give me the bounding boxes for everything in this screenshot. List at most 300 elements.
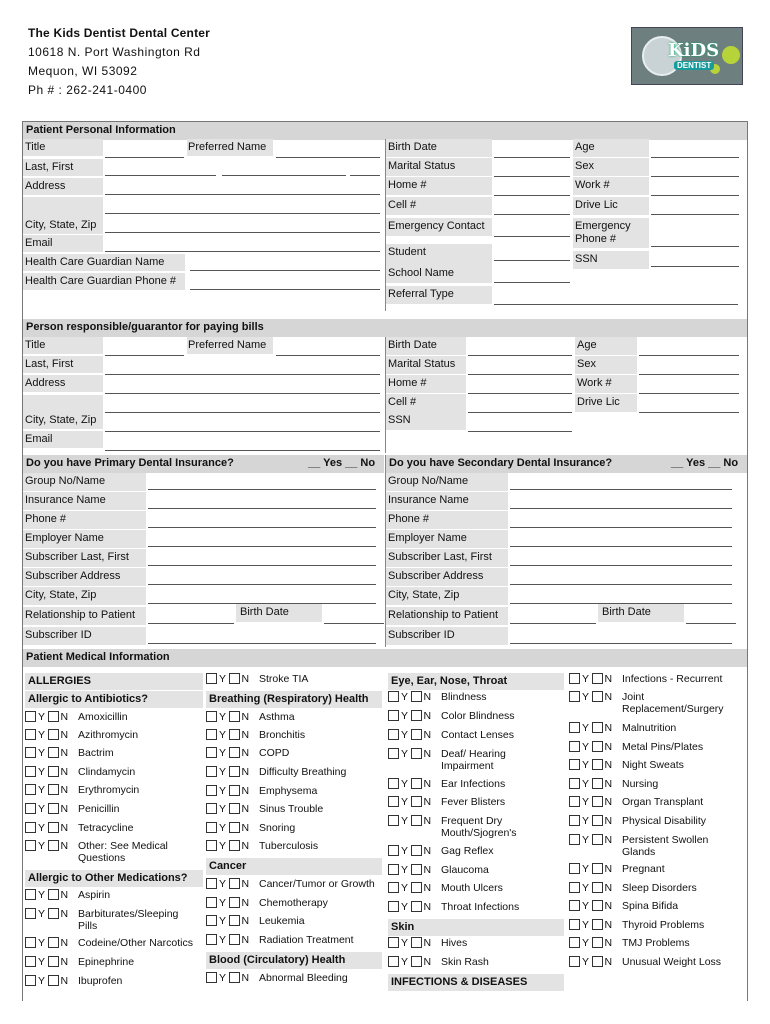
guarantor-label-birth-date: Birth Date <box>388 339 437 351</box>
condition-mouth-ulcers[interactable] <box>388 882 563 894</box>
condition-label: Night Sweats <box>622 759 684 771</box>
condition-radiation-treatment[interactable] <box>206 934 381 946</box>
condition-label: Persistent Swollen Glands <box>622 834 709 858</box>
primary-input-line[interactable] <box>148 643 376 644</box>
yes-checkbox[interactable] <box>25 840 36 851</box>
no-label: N <box>60 729 69 741</box>
secondary-input-line[interactable] <box>686 623 736 624</box>
patient-input-line[interactable] <box>651 214 739 215</box>
guarantor-input-line[interactable] <box>276 355 380 356</box>
patient-input-line[interactable] <box>494 157 570 158</box>
patient-label-health-care-guardian-phone: Health Care Guardian Phone # <box>25 275 177 287</box>
allergy-tetracycline[interactable] <box>25 822 200 834</box>
yes-checkbox[interactable] <box>569 796 580 807</box>
no-checkbox[interactable] <box>411 796 422 807</box>
no-checkbox[interactable] <box>592 691 603 702</box>
yes-checkbox[interactable] <box>25 766 36 777</box>
yes-label: Y <box>401 729 409 741</box>
yes-label: Y <box>219 934 227 946</box>
yes-checkbox[interactable] <box>569 882 580 893</box>
condition-sinus-trouble[interactable] <box>206 803 381 815</box>
no-label: N <box>241 915 250 927</box>
no-checkbox[interactable] <box>411 882 422 893</box>
guarantor-input-line[interactable] <box>105 374 380 375</box>
patient-input-line[interactable] <box>222 175 346 176</box>
allergy-penicillin[interactable] <box>25 803 200 815</box>
no-checkbox[interactable] <box>229 729 240 740</box>
condition-difficulty-breathing[interactable] <box>206 766 381 778</box>
no-label: N <box>423 937 432 949</box>
no-label: N <box>60 937 69 949</box>
divider <box>385 455 386 647</box>
condition-label: Color Blindness <box>441 710 515 722</box>
yes-label: Y <box>401 748 409 760</box>
yes-checkbox[interactable] <box>206 803 217 814</box>
secondary-input-line[interactable] <box>510 623 596 624</box>
condition-chemotherapy[interactable] <box>206 897 381 909</box>
yes-checkbox[interactable] <box>569 778 580 789</box>
primary-input-line[interactable] <box>148 623 234 624</box>
yes-checkbox[interactable] <box>206 766 217 777</box>
no-checkbox[interactable] <box>592 815 603 826</box>
condition-sleep-disorders[interactable] <box>569 882 744 894</box>
no-checkbox[interactable] <box>411 691 422 702</box>
secondary-input-line[interactable] <box>510 546 732 547</box>
yes-checkbox[interactable] <box>569 741 580 752</box>
yes-checkbox[interactable] <box>388 901 399 912</box>
patient-input-line[interactable] <box>651 176 739 177</box>
yes-checkbox[interactable] <box>388 729 399 740</box>
condition-thyroid-problems[interactable] <box>569 919 744 931</box>
allergy-clindamycin[interactable] <box>25 766 200 778</box>
yes-checkbox[interactable] <box>569 919 580 930</box>
no-label: N <box>604 882 613 894</box>
no-checkbox[interactable] <box>48 784 59 795</box>
primary-label-phone: Phone # <box>25 513 66 525</box>
condition-label: Asthma <box>259 711 295 723</box>
condition-nursing[interactable] <box>569 778 744 790</box>
patient-input-line[interactable] <box>190 289 380 290</box>
guarantor-input-line[interactable] <box>468 431 572 432</box>
yes-label: Y <box>219 711 227 723</box>
yes-checkbox[interactable] <box>206 915 217 926</box>
patient-input-line[interactable] <box>105 251 380 252</box>
patient-label-drive-lic: Drive Lic <box>575 199 618 211</box>
condition-color-blindness[interactable] <box>388 710 563 722</box>
yes-checkbox[interactable] <box>206 729 217 740</box>
no-checkbox[interactable] <box>411 845 422 856</box>
guarantor-input-line[interactable] <box>105 355 184 356</box>
no-checkbox[interactable] <box>411 864 422 875</box>
no-label: N <box>423 748 432 760</box>
yes-checkbox[interactable] <box>569 815 580 826</box>
no-checkbox[interactable] <box>48 889 59 900</box>
allergy-other-see-medical-questions[interactable] <box>25 840 200 864</box>
guarantor-label-city-state-zip: City, State, Zip <box>25 414 97 426</box>
condition-label: Physical Disability <box>622 815 707 827</box>
yes-checkbox[interactable] <box>569 956 580 967</box>
patient-input-line[interactable] <box>494 176 570 177</box>
yes-checkbox[interactable] <box>25 803 36 814</box>
yes-checkbox[interactable] <box>388 778 399 789</box>
no-checkbox[interactable] <box>592 796 603 807</box>
secondary-yes-no[interactable]: __ Yes __ No <box>671 457 739 469</box>
no-label: N <box>241 711 250 723</box>
patient-input-line[interactable] <box>105 157 184 158</box>
condition-stroke-tia[interactable] <box>206 673 381 685</box>
condition-gag-reflex[interactable] <box>388 845 563 857</box>
yes-checkbox[interactable] <box>388 845 399 856</box>
guarantor-input-line[interactable] <box>639 393 739 394</box>
condition-label: Emphysema <box>259 785 318 797</box>
patient-input-line[interactable] <box>350 175 380 176</box>
primary-input-line[interactable] <box>148 489 376 490</box>
patient-input-line[interactable] <box>105 175 216 176</box>
condition-label: Throat Infections <box>441 901 520 913</box>
no-checkbox[interactable] <box>411 710 422 721</box>
yes-label: Y <box>582 691 590 703</box>
condition-malnutrition[interactable] <box>569 722 744 734</box>
no-checkbox[interactable] <box>411 937 422 948</box>
primary-label-relationship-to-patient: Relationship to Patient <box>25 609 136 621</box>
yes-label: Y <box>401 710 409 722</box>
yes-checkbox[interactable] <box>25 956 36 967</box>
condition-contact-lenses[interactable] <box>388 729 563 741</box>
yes-checkbox[interactable] <box>206 878 217 889</box>
guarantor-input-line[interactable] <box>639 355 739 356</box>
no-checkbox[interactable] <box>229 897 240 908</box>
condition-label: Organ Transplant <box>622 796 704 808</box>
yes-label: Y <box>38 803 46 815</box>
yes-checkbox[interactable] <box>569 673 580 684</box>
no-checkbox[interactable] <box>411 815 422 826</box>
primary-input-line[interactable] <box>148 508 376 509</box>
no-checkbox[interactable] <box>592 863 603 874</box>
condition-label: Thyroid Problems <box>622 919 705 931</box>
allergies-heading: ALLERGIES <box>25 673 203 690</box>
guarantor-input-line[interactable] <box>468 374 572 375</box>
no-checkbox[interactable] <box>48 729 59 740</box>
condition-joint-replacement-surgery[interactable] <box>569 691 744 715</box>
secondary-input-line[interactable] <box>510 489 732 490</box>
no-checkbox[interactable] <box>411 956 422 967</box>
yes-checkbox[interactable] <box>206 934 217 945</box>
no-label: N <box>423 710 432 722</box>
no-label: N <box>60 747 69 759</box>
no-checkbox[interactable] <box>229 840 240 851</box>
condition-fever-blisters[interactable] <box>388 796 563 808</box>
yes-checkbox[interactable] <box>206 897 217 908</box>
yes-checkbox[interactable] <box>25 889 36 900</box>
guarantor-input-line[interactable] <box>639 374 739 375</box>
allergy-epinephrine[interactable] <box>25 956 200 968</box>
secondary-input-line[interactable] <box>510 584 732 585</box>
patient-input-line[interactable] <box>651 195 739 196</box>
guarantor-input-line[interactable] <box>105 450 380 451</box>
guarantor-input-line[interactable] <box>105 431 380 432</box>
no-checkbox[interactable] <box>48 766 59 777</box>
secondary-input-line[interactable] <box>510 643 732 644</box>
yes-checkbox[interactable] <box>569 834 580 845</box>
allergy-barbiturates-sleeping-pills[interactable] <box>25 908 200 932</box>
condition-tmj-problems[interactable] <box>569 937 744 949</box>
guarantor-input-line[interactable] <box>639 412 739 413</box>
patient-input-line[interactable] <box>105 194 380 195</box>
no-checkbox[interactable] <box>48 937 59 948</box>
no-checkbox[interactable] <box>592 778 603 789</box>
allergy-bactrim[interactable] <box>25 747 200 759</box>
condition-persistent-swollen-glands[interactable] <box>569 834 744 858</box>
yes-checkbox[interactable] <box>388 710 399 721</box>
yes-checkbox[interactable] <box>25 729 36 740</box>
no-checkbox[interactable] <box>48 803 59 814</box>
no-checkbox[interactable] <box>592 900 603 911</box>
condition-asthma[interactable] <box>206 711 381 723</box>
condition-infections-recurrent[interactable] <box>569 673 744 685</box>
patient-input-line[interactable] <box>105 232 380 233</box>
no-checkbox[interactable] <box>229 822 240 833</box>
guarantor-input-line[interactable] <box>468 355 572 356</box>
no-checkbox[interactable] <box>592 673 603 684</box>
no-checkbox[interactable] <box>592 956 603 967</box>
patient-input-line[interactable] <box>651 266 739 267</box>
condition-label: Blindness <box>441 691 487 703</box>
condition-spina-bifida[interactable] <box>569 900 744 912</box>
primary-input-line[interactable] <box>148 546 376 547</box>
patient-input-line[interactable] <box>494 304 738 305</box>
yes-checkbox[interactable] <box>25 975 36 986</box>
no-checkbox[interactable] <box>229 803 240 814</box>
patient-input-line[interactable] <box>105 213 380 214</box>
yes-checkbox[interactable] <box>569 691 580 702</box>
yes-label: Y <box>582 863 590 875</box>
no-checkbox[interactable] <box>592 834 603 845</box>
condition-snoring[interactable] <box>206 822 381 834</box>
secondary-input-line[interactable] <box>510 527 732 528</box>
secondary-label-city-state-zip: City, State, Zip <box>388 589 460 601</box>
yes-checkbox[interactable] <box>206 822 217 833</box>
patient-input-line[interactable] <box>651 157 739 158</box>
yes-checkbox[interactable] <box>206 972 217 983</box>
no-checkbox[interactable] <box>48 975 59 986</box>
yes-checkbox[interactable] <box>206 673 217 684</box>
no-label: N <box>241 878 250 890</box>
no-checkbox[interactable] <box>48 822 59 833</box>
no-checkbox[interactable] <box>48 711 59 722</box>
no-checkbox[interactable] <box>229 915 240 926</box>
condition-pregnant[interactable] <box>569 863 744 875</box>
condition-label: Erythromycin <box>78 784 140 796</box>
no-checkbox[interactable] <box>48 747 59 758</box>
no-label: N <box>60 822 69 834</box>
guarantor-label-email: Email <box>25 433 53 445</box>
no-checkbox[interactable] <box>411 748 422 759</box>
yes-checkbox[interactable] <box>569 900 580 911</box>
allergy-amoxicillin[interactable] <box>25 711 200 723</box>
no-checkbox[interactable] <box>592 882 603 893</box>
yes-checkbox[interactable] <box>25 908 36 919</box>
no-checkbox[interactable] <box>48 956 59 967</box>
patient-input-line[interactable] <box>494 236 570 237</box>
condition-copd[interactable] <box>206 747 381 759</box>
yes-label: Y <box>38 975 46 987</box>
condition-physical-disability[interactable] <box>569 815 744 827</box>
logo-text-dentist: DENTIST <box>674 61 714 70</box>
patient-input-line[interactable] <box>494 282 570 283</box>
yes-checkbox[interactable] <box>569 759 580 770</box>
yes-checkbox[interactable] <box>206 840 217 851</box>
yes-label: Y <box>219 729 227 741</box>
no-checkbox[interactable] <box>592 759 603 770</box>
no-checkbox[interactable] <box>229 972 240 983</box>
condition-blindness[interactable] <box>388 691 563 703</box>
condition-metal-pins-plates[interactable] <box>569 741 744 753</box>
secondary-label-phone: Phone # <box>388 513 429 525</box>
yes-label: Y <box>582 815 590 827</box>
no-checkbox[interactable] <box>229 711 240 722</box>
primary-label-employer-name: Employer Name <box>25 532 104 544</box>
yes-label: Y <box>582 778 590 790</box>
eent-heading: Eye, Ear, Nose, Throat <box>388 673 564 690</box>
no-checkbox[interactable] <box>229 766 240 777</box>
primary-input-line[interactable] <box>148 584 376 585</box>
yes-checkbox[interactable] <box>388 691 399 702</box>
condition-emphysema[interactable] <box>206 785 381 797</box>
yes-checkbox[interactable] <box>569 937 580 948</box>
primary-yes-no[interactable]: __ Yes __ No <box>308 457 376 469</box>
guarantor-label-title: Title <box>25 339 46 351</box>
condition-label: Deaf/ Hearing Impairment <box>441 748 506 772</box>
no-checkbox[interactable] <box>592 919 603 930</box>
guarantor-input-line[interactable] <box>468 393 572 394</box>
no-label: N <box>423 956 432 968</box>
guarantor-input-line[interactable] <box>468 412 572 413</box>
yes-label: Y <box>38 766 46 778</box>
patient-input-line[interactable] <box>651 246 739 247</box>
blood-heading: Blood (Circulatory) Health <box>206 952 382 969</box>
yes-checkbox[interactable] <box>388 815 399 826</box>
allergy-codeine-other-narcotics[interactable] <box>25 937 200 949</box>
secondary-input-line[interactable] <box>510 508 732 509</box>
yes-checkbox[interactable] <box>25 822 36 833</box>
secondary-label-subscriber-id: Subscriber ID <box>388 629 455 641</box>
yes-checkbox[interactable] <box>569 722 580 733</box>
condition-throat-infections[interactable] <box>388 901 563 913</box>
allergy-azithromycin[interactable] <box>25 729 200 741</box>
condition-bronchitis[interactable] <box>206 729 381 741</box>
yes-label: Y <box>401 937 409 949</box>
no-checkbox[interactable] <box>592 741 603 752</box>
condition-deaf-hearing-impairment[interactable] <box>388 748 563 772</box>
condition-label: Contact Lenses <box>441 729 514 741</box>
patient-input-line[interactable] <box>494 195 570 196</box>
patient-input-line[interactable] <box>494 260 570 261</box>
yes-checkbox[interactable] <box>388 864 399 875</box>
yes-checkbox[interactable] <box>388 937 399 948</box>
condition-abnormal-bleeding[interactable] <box>206 972 381 984</box>
primary-input-line[interactable] <box>148 527 376 528</box>
patient-input-line[interactable] <box>190 270 380 271</box>
yes-label: Y <box>219 803 227 815</box>
condition-night-sweats[interactable] <box>569 759 744 771</box>
condition-organ-transplant[interactable] <box>569 796 744 808</box>
yes-checkbox[interactable] <box>388 748 399 759</box>
yes-checkbox[interactable] <box>569 863 580 874</box>
yes-label: Y <box>219 972 227 984</box>
allergy-aspirin[interactable] <box>25 889 200 901</box>
yes-checkbox[interactable] <box>388 956 399 967</box>
no-checkbox[interactable] <box>229 747 240 758</box>
no-checkbox[interactable] <box>229 934 240 945</box>
yes-checkbox[interactable] <box>25 937 36 948</box>
no-label: N <box>423 882 432 894</box>
patient-input-line[interactable] <box>276 157 380 158</box>
primary-label-subscriber-id: Subscriber ID <box>25 629 92 641</box>
guarantor-input-line[interactable] <box>105 412 380 413</box>
no-checkbox[interactable] <box>229 878 240 889</box>
secondary-input-line[interactable] <box>510 565 732 566</box>
patient-input-line[interactable] <box>494 214 570 215</box>
condition-label: Pregnant <box>622 863 665 875</box>
primary-input-line[interactable] <box>148 565 376 566</box>
no-label: N <box>60 711 69 723</box>
no-checkbox[interactable] <box>229 785 240 796</box>
no-label: N <box>60 889 69 901</box>
no-label: N <box>241 897 250 909</box>
no-checkbox[interactable] <box>592 722 603 733</box>
yes-checkbox[interactable] <box>388 882 399 893</box>
condition-tuberculosis[interactable] <box>206 840 381 852</box>
condition-glaucoma[interactable] <box>388 864 563 876</box>
condition-label: Snoring <box>259 822 296 834</box>
condition-label: Spina Bifida <box>622 900 679 912</box>
no-checkbox[interactable] <box>411 729 422 740</box>
condition-cancer-tumor-or-growth[interactable] <box>206 878 381 890</box>
yes-label: Y <box>401 901 409 913</box>
no-checkbox[interactable] <box>229 673 240 684</box>
condition-unusual-weight-loss[interactable] <box>569 956 744 968</box>
no-label: N <box>423 729 432 741</box>
no-checkbox[interactable] <box>48 840 59 851</box>
condition-leukemia[interactable] <box>206 915 381 927</box>
yes-checkbox[interactable] <box>388 796 399 807</box>
yes-checkbox[interactable] <box>25 711 36 722</box>
yes-checkbox[interactable] <box>25 784 36 795</box>
primary-input-line[interactable] <box>324 623 384 624</box>
allergy-erythromycin[interactable] <box>25 784 200 796</box>
condition-ear-infections[interactable] <box>388 778 563 790</box>
no-checkbox[interactable] <box>48 908 59 919</box>
condition-label: Azithromycin <box>78 729 139 741</box>
condition-label: Mouth Ulcers <box>441 882 503 894</box>
allergy-ibuprofen[interactable] <box>25 975 200 987</box>
no-checkbox[interactable] <box>592 937 603 948</box>
patient-label-marital-status: Marital Status <box>388 160 456 172</box>
no-label: N <box>604 673 613 685</box>
condition-skin-rash[interactable] <box>388 956 563 968</box>
yes-checkbox[interactable] <box>206 747 217 758</box>
no-checkbox[interactable] <box>411 778 422 789</box>
no-checkbox[interactable] <box>411 901 422 912</box>
guarantor-input-line[interactable] <box>105 393 380 394</box>
secondary-label-employer-name: Employer Name <box>388 532 467 544</box>
yes-checkbox[interactable] <box>206 785 217 796</box>
condition-frequent-dry-mouth-sjogren-s[interactable] <box>388 815 563 839</box>
yes-checkbox[interactable] <box>206 711 217 722</box>
yes-checkbox[interactable] <box>25 747 36 758</box>
kids-dentist-logo <box>631 27 743 85</box>
condition-hives[interactable] <box>388 937 563 949</box>
